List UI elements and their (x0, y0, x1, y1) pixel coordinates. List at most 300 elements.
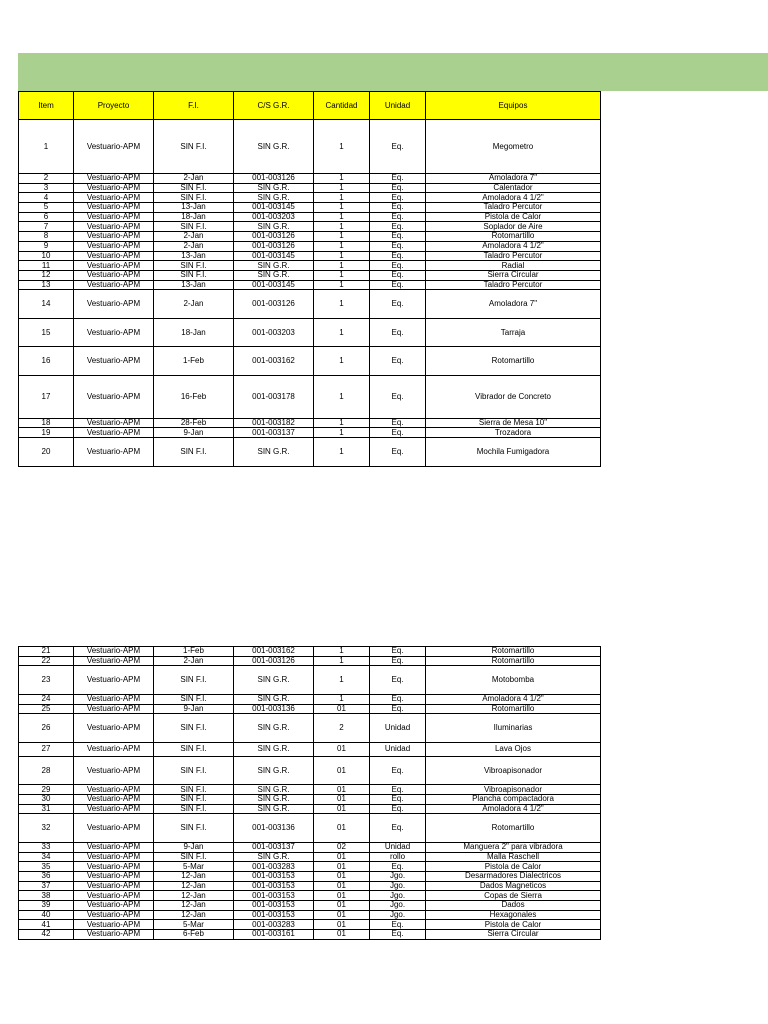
cell-fi: 18-Jan (154, 212, 234, 222)
cell-item: 16 (19, 347, 74, 376)
cell-item: 30 (19, 794, 74, 804)
cell-csgr: 001-003178 (234, 375, 314, 418)
table-row (19, 212, 601, 222)
cell-equipo: Lava Ojos (426, 742, 601, 756)
header-row (19, 92, 601, 120)
cell-csgr: 001-003283 (234, 920, 314, 930)
cell-fi: 18-Jan (154, 318, 234, 347)
cell-equipo: Amoladora 4 1/2" (426, 193, 601, 203)
cell-unidad: Eq. (370, 428, 426, 438)
cell-equipo: Vibrador de Concreto (426, 375, 601, 418)
cell-unidad: Eq. (370, 920, 426, 930)
cell-fi: SIN F.I. (154, 666, 234, 695)
cell-proyecto: Vestuario-APM (74, 428, 154, 438)
table-row (19, 232, 601, 242)
cell-equipo: Malla Raschell (426, 852, 601, 862)
cell-item: 42 (19, 930, 74, 940)
cell-equipo: Tarraja (426, 318, 601, 347)
cell-unidad: Eq. (370, 375, 426, 418)
header-cantidad: Cantidad (314, 92, 370, 120)
cell-item: 5 (19, 203, 74, 213)
cell-fi: 6-Feb (154, 930, 234, 940)
cell-fi: 16-Feb (154, 375, 234, 418)
cell-equipo: Motobomba (426, 666, 601, 695)
cell-cantidad: 01 (314, 785, 370, 795)
cell-unidad: Eq. (370, 704, 426, 714)
cell-equipo: Mochila Fumigadora (426, 438, 601, 467)
cell-item: 25 (19, 704, 74, 714)
cell-cantidad: 01 (314, 930, 370, 940)
cell-unidad: Eq. (370, 120, 426, 174)
cell-csgr: 001-003136 (234, 704, 314, 714)
cell-fi: SIN F.I. (154, 794, 234, 804)
table-row (19, 438, 601, 467)
cell-equipo: Amoladora 7" (426, 290, 601, 319)
cell-csgr: 001-003145 (234, 280, 314, 290)
cell-fi: SIN F.I. (154, 193, 234, 203)
cell-item: 29 (19, 785, 74, 795)
cell-fi: 1-Feb (154, 647, 234, 657)
table-row (19, 742, 601, 756)
cell-proyecto: Vestuario-APM (74, 174, 154, 184)
cell-equipo: Soplador de Aire (426, 222, 601, 232)
cell-equipo: Hexagonales (426, 910, 601, 920)
cell-proyecto: Vestuario-APM (74, 814, 154, 843)
cell-proyecto: Vestuario-APM (74, 375, 154, 418)
cell-equipo: Sierra de Mesa 10" (426, 418, 601, 428)
cell-csgr: 001-003126 (234, 174, 314, 184)
table-row (19, 290, 601, 319)
cell-unidad: Eq. (370, 666, 426, 695)
table-row (19, 203, 601, 213)
cell-item: 26 (19, 714, 74, 743)
cell-proyecto: Vestuario-APM (74, 647, 154, 657)
cell-equipo: Manguera 2" para vibradora (426, 842, 601, 852)
cell-csgr: SIN G.R. (234, 222, 314, 232)
cell-equipo: Plancha compactadora (426, 794, 601, 804)
cell-cantidad: 01 (314, 871, 370, 881)
cell-csgr: SIN G.R. (234, 193, 314, 203)
header-banner (18, 53, 768, 91)
cell-item: 33 (19, 842, 74, 852)
cell-cantidad: 1 (314, 694, 370, 704)
cell-cantidad: 01 (314, 862, 370, 872)
cell-proyecto: Vestuario-APM (74, 666, 154, 695)
cell-proyecto: Vestuario-APM (74, 900, 154, 910)
cell-item: 23 (19, 666, 74, 695)
cell-proyecto: Vestuario-APM (74, 280, 154, 290)
cell-item: 24 (19, 694, 74, 704)
cell-equipo: Amoladora 7" (426, 174, 601, 184)
cell-cantidad: 02 (314, 842, 370, 852)
cell-item: 38 (19, 891, 74, 901)
cell-equipo: Sierra Circular (426, 270, 601, 280)
cell-csgr: 001-003145 (234, 203, 314, 213)
cell-unidad: Eq. (370, 241, 426, 251)
cell-cantidad: 1 (314, 270, 370, 280)
cell-proyecto: Vestuario-APM (74, 212, 154, 222)
table-row (19, 251, 601, 261)
table-row (19, 270, 601, 280)
table-row (19, 891, 601, 901)
cell-equipo: Radial (426, 261, 601, 271)
cell-csgr: 001-003153 (234, 900, 314, 910)
cell-unidad: Eq. (370, 794, 426, 804)
cell-equipo: Rotomartillo (426, 232, 601, 242)
cell-unidad: Eq. (370, 193, 426, 203)
cell-fi: SIN F.I. (154, 270, 234, 280)
cell-csgr: SIN G.R. (234, 270, 314, 280)
cell-proyecto: Vestuario-APM (74, 120, 154, 174)
table-row (19, 910, 601, 920)
cell-csgr: 001-003203 (234, 318, 314, 347)
cell-proyecto: Vestuario-APM (74, 704, 154, 714)
cell-csgr: SIN G.R. (234, 742, 314, 756)
cell-proyecto: Vestuario-APM (74, 261, 154, 271)
cell-csgr: 001-003153 (234, 891, 314, 901)
cell-item: 15 (19, 318, 74, 347)
table-row (19, 756, 601, 785)
cell-cantidad: 1 (314, 174, 370, 184)
cell-cantidad: 1 (314, 290, 370, 319)
cell-csgr: 001-003153 (234, 881, 314, 891)
cell-cantidad: 01 (314, 704, 370, 714)
cell-cantidad: 01 (314, 920, 370, 930)
cell-proyecto: Vestuario-APM (74, 251, 154, 261)
cell-proyecto: Vestuario-APM (74, 742, 154, 756)
cell-proyecto: Vestuario-APM (74, 794, 154, 804)
header-fi: F.I. (154, 92, 234, 120)
cell-fi: SIN F.I. (154, 714, 234, 743)
cell-fi: SIN F.I. (154, 438, 234, 467)
cell-equipo: Calentador (426, 183, 601, 193)
table-row (19, 794, 601, 804)
cell-item: 13 (19, 280, 74, 290)
cell-item: 3 (19, 183, 74, 193)
table-row (19, 174, 601, 184)
cell-item: 19 (19, 428, 74, 438)
cell-item: 4 (19, 193, 74, 203)
cell-fi: 2-Jan (154, 241, 234, 251)
cell-proyecto: Vestuario-APM (74, 222, 154, 232)
cell-item: 2 (19, 174, 74, 184)
cell-cantidad: 01 (314, 910, 370, 920)
cell-proyecto: Vestuario-APM (74, 804, 154, 814)
cell-item: 36 (19, 871, 74, 881)
cell-item: 18 (19, 418, 74, 428)
cell-equipo: Pistola de Calor (426, 212, 601, 222)
cell-unidad: Jgo. (370, 871, 426, 881)
cell-cantidad: 1 (314, 222, 370, 232)
cell-fi: 5-Mar (154, 862, 234, 872)
cell-cantidad: 1 (314, 438, 370, 467)
cell-csgr: SIN G.R. (234, 120, 314, 174)
cell-unidad: Eq. (370, 203, 426, 213)
cell-equipo: Rotomartillo (426, 647, 601, 657)
cell-equipo: Amoladora 4 1/2" (426, 804, 601, 814)
header-unidad: Unidad (370, 92, 426, 120)
cell-item: 27 (19, 742, 74, 756)
cell-unidad: Eq. (370, 804, 426, 814)
equipment-table (18, 91, 601, 467)
cell-unidad: Unidad (370, 842, 426, 852)
cell-proyecto: Vestuario-APM (74, 881, 154, 891)
cell-unidad: Eq. (370, 647, 426, 657)
cell-item: 21 (19, 647, 74, 657)
cell-csgr: 001-003162 (234, 347, 314, 376)
cell-proyecto: Vestuario-APM (74, 920, 154, 930)
cell-fi: SIN F.I. (154, 222, 234, 232)
cell-csgr: 001-003283 (234, 862, 314, 872)
cell-proyecto: Vestuario-APM (74, 203, 154, 213)
cell-item: 35 (19, 862, 74, 872)
cell-unidad: Eq. (370, 212, 426, 222)
cell-csgr: SIN G.R. (234, 261, 314, 271)
cell-csgr: SIN G.R. (234, 666, 314, 695)
table-row (19, 280, 601, 290)
cell-item: 34 (19, 852, 74, 862)
cell-csgr: 001-003182 (234, 418, 314, 428)
cell-equipo: Rotomartillo (426, 347, 601, 376)
cell-item: 9 (19, 241, 74, 251)
cell-fi: 5-Mar (154, 920, 234, 930)
cell-fi: 12-Jan (154, 881, 234, 891)
cell-unidad: Eq. (370, 174, 426, 184)
cell-proyecto: Vestuario-APM (74, 347, 154, 376)
cell-item: 10 (19, 251, 74, 261)
equipment-table-continued (18, 646, 601, 940)
table-row (19, 814, 601, 843)
cell-cantidad: 1 (314, 212, 370, 222)
cell-fi: 2-Jan (154, 232, 234, 242)
cell-cantidad: 1 (314, 183, 370, 193)
cell-equipo: Trozadora (426, 428, 601, 438)
cell-fi: SIN F.I. (154, 756, 234, 785)
cell-csgr: SIN G.R. (234, 794, 314, 804)
cell-csgr: 001-003153 (234, 910, 314, 920)
cell-fi: 9-Jan (154, 704, 234, 714)
cell-proyecto: Vestuario-APM (74, 656, 154, 666)
cell-equipo: Dados Magneticos (426, 881, 601, 891)
cell-proyecto: Vestuario-APM (74, 418, 154, 428)
table-row (19, 375, 601, 418)
cell-fi: 1-Feb (154, 347, 234, 376)
table-row (19, 920, 601, 930)
cell-proyecto: Vestuario-APM (74, 241, 154, 251)
cell-cantidad: 1 (314, 347, 370, 376)
cell-unidad: Eq. (370, 418, 426, 428)
cell-proyecto: Vestuario-APM (74, 891, 154, 901)
cell-fi: 2-Jan (154, 174, 234, 184)
cell-item: 1 (19, 120, 74, 174)
cell-item: 14 (19, 290, 74, 319)
cell-unidad: Eq. (370, 694, 426, 704)
cell-cantidad: 1 (314, 666, 370, 695)
cell-equipo: Copas de Sierra (426, 891, 601, 901)
table-row (19, 714, 601, 743)
cell-unidad: Jgo. (370, 900, 426, 910)
cell-fi: 2-Jan (154, 656, 234, 666)
table-row (19, 694, 601, 704)
cell-equipo: Amoladora 4 1/2" (426, 241, 601, 251)
cell-unidad: Eq. (370, 814, 426, 843)
cell-cantidad: 1 (314, 203, 370, 213)
cell-item: 31 (19, 804, 74, 814)
cell-fi: SIN F.I. (154, 804, 234, 814)
table-row (19, 183, 601, 193)
cell-csgr: SIN G.R. (234, 183, 314, 193)
table-row (19, 804, 601, 814)
cell-cantidad: 1 (314, 261, 370, 271)
cell-proyecto: Vestuario-APM (74, 842, 154, 852)
cell-item: 22 (19, 656, 74, 666)
cell-unidad: Jgo. (370, 881, 426, 891)
cell-proyecto: Vestuario-APM (74, 270, 154, 280)
cell-fi: 13-Jan (154, 251, 234, 261)
cell-proyecto: Vestuario-APM (74, 930, 154, 940)
cell-unidad: Jgo. (370, 891, 426, 901)
cell-equipo: Vibroapisonador (426, 785, 601, 795)
cell-equipo: Dados (426, 900, 601, 910)
table-row (19, 647, 601, 657)
cell-equipo: Megometro (426, 120, 601, 174)
cell-cantidad: 1 (314, 318, 370, 347)
table-row (19, 347, 601, 376)
cell-item: 20 (19, 438, 74, 467)
cell-unidad: Eq. (370, 930, 426, 940)
table-row (19, 418, 601, 428)
cell-csgr: SIN G.R. (234, 438, 314, 467)
table-row (19, 241, 601, 251)
cell-unidad: Eq. (370, 756, 426, 785)
cell-equipo: Vibroapisonador (426, 756, 601, 785)
cell-proyecto: Vestuario-APM (74, 852, 154, 862)
cell-fi: SIN F.I. (154, 183, 234, 193)
cell-fi: 12-Jan (154, 910, 234, 920)
cell-unidad: Jgo. (370, 910, 426, 920)
cell-fi: 13-Jan (154, 280, 234, 290)
cell-fi: 12-Jan (154, 871, 234, 881)
cell-proyecto: Vestuario-APM (74, 910, 154, 920)
header-equipos: Equipos (426, 92, 601, 120)
table-row (19, 842, 601, 852)
cell-item: 41 (19, 920, 74, 930)
cell-csgr: 001-003126 (234, 656, 314, 666)
cell-equipo: Taladro Percutor (426, 203, 601, 213)
cell-fi: SIN F.I. (154, 120, 234, 174)
cell-proyecto: Vestuario-APM (74, 714, 154, 743)
cell-fi: SIN F.I. (154, 814, 234, 843)
cell-cantidad: 01 (314, 814, 370, 843)
cell-item: 6 (19, 212, 74, 222)
cell-cantidad: 1 (314, 232, 370, 242)
cell-cantidad: 01 (314, 794, 370, 804)
cell-csgr: 001-003162 (234, 647, 314, 657)
cell-proyecto: Vestuario-APM (74, 871, 154, 881)
cell-fi: SIN F.I. (154, 261, 234, 271)
cell-fi: SIN F.I. (154, 785, 234, 795)
cell-unidad: Unidad (370, 742, 426, 756)
table-row (19, 656, 601, 666)
cell-proyecto: Vestuario-APM (74, 193, 154, 203)
cell-cantidad: 01 (314, 900, 370, 910)
cell-fi: 13-Jan (154, 203, 234, 213)
cell-unidad: Eq. (370, 656, 426, 666)
cell-unidad: Eq. (370, 785, 426, 795)
cell-equipo: Taladro Percutor (426, 280, 601, 290)
cell-cantidad: 1 (314, 428, 370, 438)
table-row (19, 785, 601, 795)
cell-equipo: Sierra Circular (426, 930, 601, 940)
cell-cantidad: 1 (314, 656, 370, 666)
table-row (19, 193, 601, 203)
cell-fi: 9-Jan (154, 428, 234, 438)
cell-unidad: Eq. (370, 270, 426, 280)
table-row (19, 900, 601, 910)
cell-item: 32 (19, 814, 74, 843)
cell-unidad: Eq. (370, 318, 426, 347)
cell-csgr: 001-003126 (234, 241, 314, 251)
cell-proyecto: Vestuario-APM (74, 183, 154, 193)
cell-cantidad: 1 (314, 241, 370, 251)
cell-cantidad: 2 (314, 714, 370, 743)
cell-equipo: Iluminarias (426, 714, 601, 743)
table-row (19, 871, 601, 881)
cell-equipo: Desarmadores Dialectricos (426, 871, 601, 881)
cell-cantidad: 01 (314, 742, 370, 756)
cell-csgr: 001-003137 (234, 842, 314, 852)
cell-cantidad: 1 (314, 280, 370, 290)
cell-csgr: SIN G.R. (234, 694, 314, 704)
cell-csgr: 001-003126 (234, 290, 314, 319)
cell-fi: 12-Jan (154, 900, 234, 910)
cell-item: 37 (19, 881, 74, 891)
cell-item: 40 (19, 910, 74, 920)
table-row (19, 428, 601, 438)
cell-unidad: Eq. (370, 862, 426, 872)
cell-proyecto: Vestuario-APM (74, 785, 154, 795)
cell-proyecto: Vestuario-APM (74, 862, 154, 872)
cell-csgr: 001-003153 (234, 871, 314, 881)
cell-unidad: Eq. (370, 232, 426, 242)
cell-cantidad: 1 (314, 418, 370, 428)
cell-csgr: 001-003203 (234, 212, 314, 222)
table-row (19, 120, 601, 174)
cell-item: 28 (19, 756, 74, 785)
cell-equipo: Pistola de Calor (426, 920, 601, 930)
table-row (19, 852, 601, 862)
cell-cantidad: 01 (314, 881, 370, 891)
cell-unidad: Eq. (370, 347, 426, 376)
cell-csgr: SIN G.R. (234, 785, 314, 795)
cell-csgr: 001-003137 (234, 428, 314, 438)
cell-equipo: Rotomartillo (426, 704, 601, 714)
cell-fi: SIN F.I. (154, 742, 234, 756)
cell-fi: 12-Jan (154, 891, 234, 901)
cell-csgr: SIN G.R. (234, 714, 314, 743)
cell-csgr: SIN G.R. (234, 852, 314, 862)
cell-item: 39 (19, 900, 74, 910)
table-row (19, 862, 601, 872)
cell-item: 8 (19, 232, 74, 242)
cell-csgr: 001-003136 (234, 814, 314, 843)
cell-proyecto: Vestuario-APM (74, 318, 154, 347)
cell-item: 17 (19, 375, 74, 418)
cell-unidad: Eq. (370, 438, 426, 467)
cell-unidad: Eq. (370, 251, 426, 261)
cell-cantidad: 01 (314, 852, 370, 862)
cell-cantidad: 1 (314, 193, 370, 203)
